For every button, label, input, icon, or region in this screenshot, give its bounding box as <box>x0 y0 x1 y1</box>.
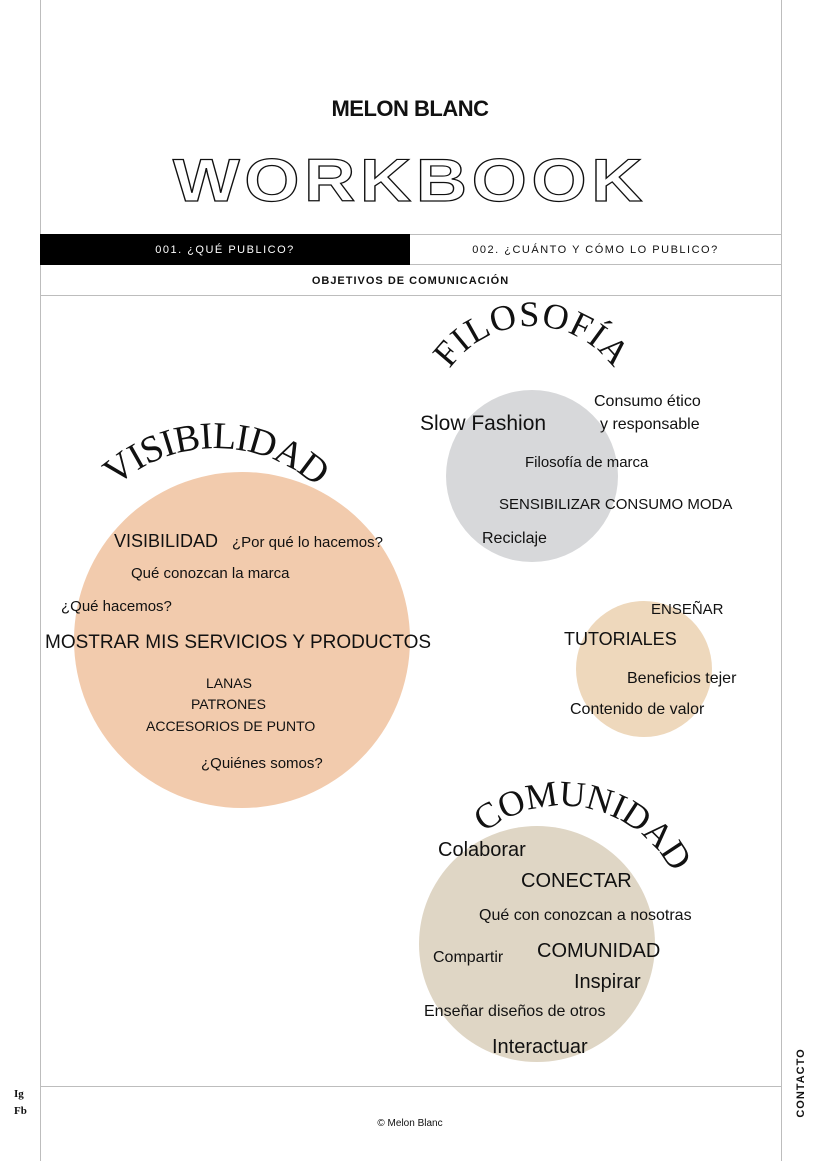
visibilidad-item-mostrar-servicios: MOSTRAR MIS SERVICIOS Y PRODUCTOS <box>45 632 432 653</box>
visibilidad-item-patrones: PATRONES <box>191 696 266 712</box>
comunidad-item-interactuar: Interactuar <box>492 1036 588 1058</box>
comunidad-item-conectar: CONECTAR <box>521 870 632 892</box>
visibilidad-item-que-hacemos: ¿Qué hacemos? <box>61 598 172 615</box>
contact-link-wrapper <box>794 1046 808 1120</box>
brand-logo[interactable]: MELON BLANC <box>331 96 489 121</box>
comunidad-item-comunidad: COMUNIDAD <box>537 940 661 962</box>
filosofia-heading: FILOSOFÍA <box>424 293 639 375</box>
social-links <box>14 1086 27 1120</box>
ensenar-item-ensenar: ENSEÑAR <box>651 601 724 618</box>
ensenar-item-contenido-valor: Contenido de valor <box>570 701 705 718</box>
filosofia-item-sensibilizar: SENSIBILIZAR CONSUMO MODA <box>499 496 733 513</box>
tab-cuanto-como-publico[interactable]: 002. ¿CUÁNTO Y CÓMO LO PUBLICO? <box>410 234 781 265</box>
visibilidad-item-conozcan-marca: Qué conozcan la marca <box>131 565 290 582</box>
comunidad-item-compartir: Compartir <box>433 949 504 966</box>
page-title: WORKBOOK <box>172 147 648 214</box>
footer-copyright: © Melon Blanc <box>377 1118 443 1129</box>
ensenar-item-tutoriales: TUTORIALES <box>564 629 677 649</box>
filosofia-item-consumo-etico: Consumo ético <box>594 393 701 410</box>
ensenar-item-beneficios: Beneficios tejer <box>627 670 737 687</box>
section-title: OBJETIVOS DE COMUNICACIÓN <box>311 274 510 287</box>
tab-que-publico[interactable]: 001. ¿QUÉ PUBLICO? <box>40 234 410 265</box>
visibilidad-heading: VISIBILIDAD <box>95 414 337 494</box>
visibilidad-item-por-que: ¿Por qué lo hacemos? <box>232 534 383 551</box>
filosofia-item-responsable: y responsable <box>600 416 700 433</box>
comunidad-item-colaborar: Colaborar <box>438 839 526 861</box>
comunidad-item-conozcan-nosotras: Qué con conozcan a nosotras <box>479 907 692 924</box>
filosofia-item-slow-fashion: Slow Fashion <box>420 412 547 435</box>
visibilidad-item-accesorios: ACCESORIOS DE PUNTO <box>146 718 316 734</box>
comunidad-item-inspirar: Inspirar <box>574 971 641 993</box>
filosofia-item-filosofia-marca: Filosofía de marca <box>525 454 649 471</box>
filosofia-item-reciclaje: Reciclaje <box>482 530 547 547</box>
instagram-link[interactable]: Ig <box>14 1088 24 1100</box>
visibilidad-item-quienes-somos: ¿Quiénes somos? <box>201 755 323 772</box>
facebook-link[interactable]: Fb <box>14 1105 27 1117</box>
contact-link[interactable]: CONTACTO <box>795 1048 807 1118</box>
visibilidad-item-lanas: LANAS <box>206 675 252 691</box>
comunidad-heading: COMUNIDAD <box>466 773 700 877</box>
visibilidad-item-visibilidad: VISIBILIDAD <box>114 531 219 551</box>
comunidad-item-ensenar-disenos: Enseñar diseños de otros <box>424 1003 606 1020</box>
